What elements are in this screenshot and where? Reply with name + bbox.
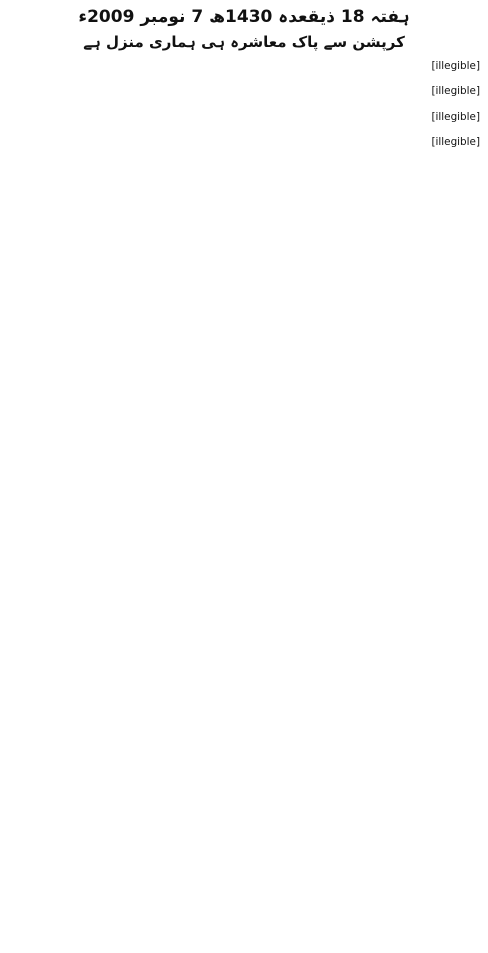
article-paragraph-1: [illegible] (431, 60, 480, 72)
article-paragraph-2: [illegible] (431, 85, 480, 98)
article-headline: کرپشن سے پاک معاشرہ ہی ہماری منزل ہے (83, 33, 405, 51)
article-paragraph-3: [illegible] (431, 110, 480, 123)
article-paragraph-4: [illegible] (431, 135, 480, 148)
article-body (4, 58, 484, 151)
article-dateline: ہفتہ 18 ذیقعدہ 1430ھ 7 نومبر 2009ء (78, 7, 410, 27)
